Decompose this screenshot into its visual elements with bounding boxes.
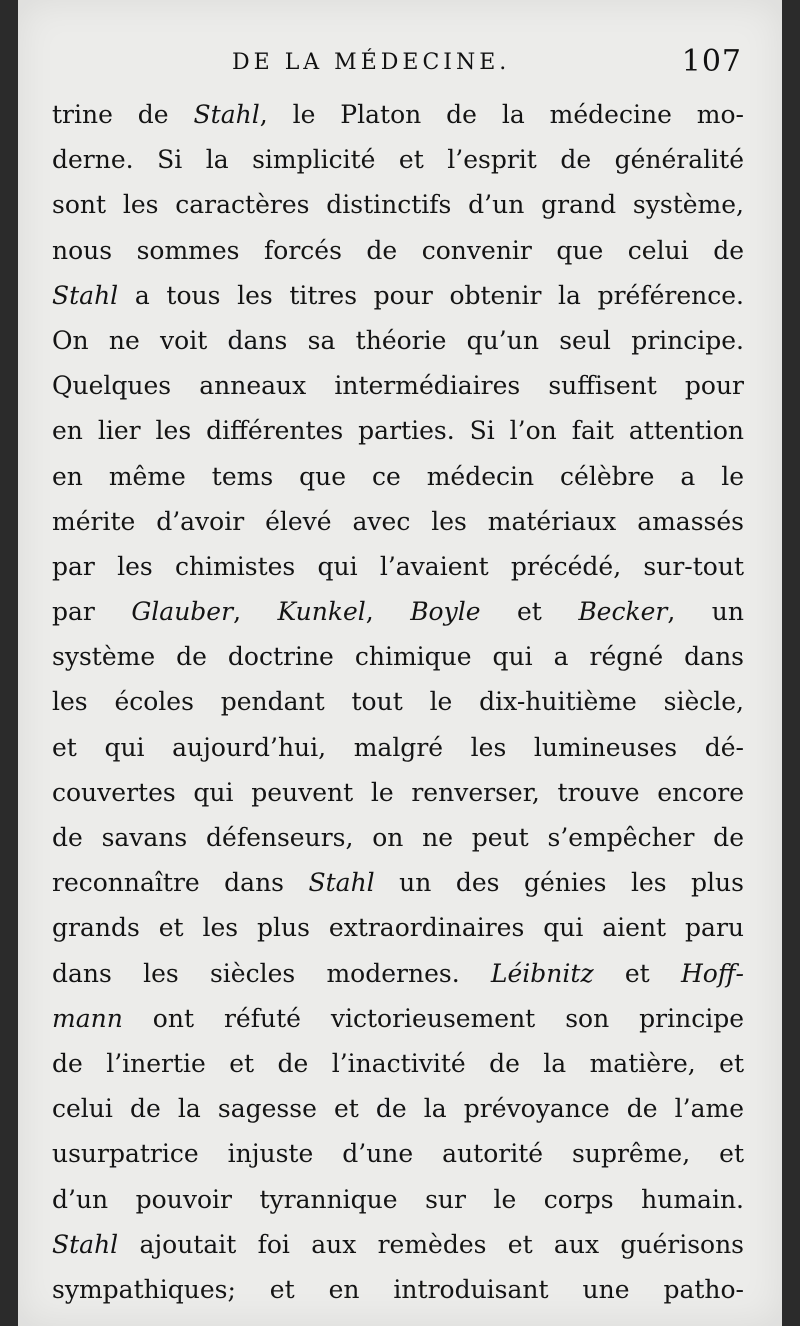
text-segment: , un <box>667 597 744 627</box>
text-segment: système de doctrine chimique qui a régné dans <box>52 642 744 672</box>
text-line <box>52 1041 744 1086</box>
text-segment: mérite d’avoir élevé avec les matériaux amassés <box>52 506 744 536</box>
text-line <box>52 544 744 589</box>
text-segment: par <box>52 597 132 627</box>
italic-name: Stahl <box>52 1229 119 1259</box>
text-segment: un des génies les plus <box>374 868 744 898</box>
text-segment: Quelques anneaux intermédiaires suffisent pour <box>52 371 744 401</box>
italic-name: Stahl <box>193 100 260 129</box>
italic-name: Hoff- <box>680 958 744 988</box>
text-segment: et <box>480 597 579 627</box>
text-segment: celui de la sagesse et de la prévoyance de l’ame <box>52 1094 744 1124</box>
text-line <box>52 92 744 137</box>
text-segment: dans les siècles modernes. <box>52 958 491 988</box>
text-segment: de l’inertie et de l’inactivité de la matière, et <box>52 1048 744 1078</box>
page-number: 107 <box>681 44 742 79</box>
text-line <box>52 860 744 905</box>
text-segment: ont réfuté victorieusement son principe <box>122 1003 744 1033</box>
text-segment: trine de <box>52 100 194 129</box>
text-segment: , <box>365 597 411 627</box>
text-segment: , <box>233 597 278 627</box>
italic-name: Stahl <box>52 280 119 310</box>
text-line <box>52 996 744 1041</box>
text-segment: sympathiques; et en introduisant une patho- <box>52 1274 744 1304</box>
page-header <box>18 44 782 84</box>
text-line <box>52 1267 744 1312</box>
text-line <box>52 499 744 544</box>
text-segment: et qui aujourd’hui, malgré les lumineuses dé- <box>52 732 744 762</box>
text-segment: en même tems que ce médecin célèbre a le <box>52 461 744 491</box>
text-segment: derne. Si la simplicité et l’esprit de généralité <box>52 145 744 175</box>
text-segment: On ne voit dans sa théorie qu’un seul principe. <box>52 325 744 355</box>
text-line <box>52 905 744 950</box>
italic-name: Kunkel <box>277 597 366 627</box>
text-line <box>52 318 744 363</box>
text-line <box>52 1177 744 1222</box>
text-line <box>52 1222 744 1267</box>
text-line <box>52 725 744 770</box>
text-line <box>52 815 744 860</box>
text-line <box>52 1086 744 1131</box>
text-segment: de savans défenseurs, on ne peut s’empêcher de <box>52 823 744 852</box>
italic-name: mann <box>52 1003 123 1033</box>
text-line <box>52 770 744 815</box>
text-segment: grands et les plus extraordinaires qui aient paru <box>52 913 744 943</box>
text-line <box>52 273 744 318</box>
text-segment: couvertes qui peuvent le renverser, trouve encore <box>52 777 744 807</box>
running-title: DE LA MÉDECINE. <box>232 50 511 75</box>
text-segment: les écoles pendant tout le dix-huitième siècle, <box>52 687 744 717</box>
text-line <box>52 951 744 996</box>
text-line <box>52 408 744 453</box>
book-page <box>18 0 782 1326</box>
text-line <box>52 679 744 724</box>
text-line <box>52 182 744 227</box>
italic-name: Glauber <box>131 597 234 627</box>
italic-name: Stahl <box>308 868 375 898</box>
text-line <box>52 589 744 634</box>
italic-name: Becker <box>578 597 668 627</box>
text-segment: par les chimistes qui l’avaient précédé, sur-tout <box>52 551 744 581</box>
text-segment: ajoutait foi aux remèdes et aux guérisons <box>118 1229 744 1259</box>
italic-name: Boyle <box>410 597 481 627</box>
text-line <box>52 228 744 273</box>
text-segment: en lier les différentes parties. Si l’on fait attention <box>52 416 744 446</box>
body-text <box>52 92 744 1312</box>
italic-name: Léibnitz <box>490 958 594 988</box>
text-line <box>52 137 744 182</box>
text-line <box>52 454 744 499</box>
text-segment: d’un pouvoir tyrannique sur le corps humain. <box>52 1184 744 1214</box>
text-segment: nous sommes forcés de convenir que celui de <box>52 235 744 265</box>
text-line <box>52 634 744 679</box>
text-segment: sont les caractères distinctifs d’un grand système, <box>52 190 744 220</box>
text-segment: usurpatrice injuste d’une autorité suprême, et <box>52 1139 744 1169</box>
text-segment: reconnaître dans <box>52 868 309 898</box>
text-segment: a tous les titres pour obtenir la préférence. <box>118 280 744 310</box>
text-segment: et <box>593 958 681 988</box>
text-line <box>52 1131 744 1176</box>
text-line <box>52 363 744 408</box>
text-segment: , le Platon de la médecine mo- <box>259 100 744 129</box>
